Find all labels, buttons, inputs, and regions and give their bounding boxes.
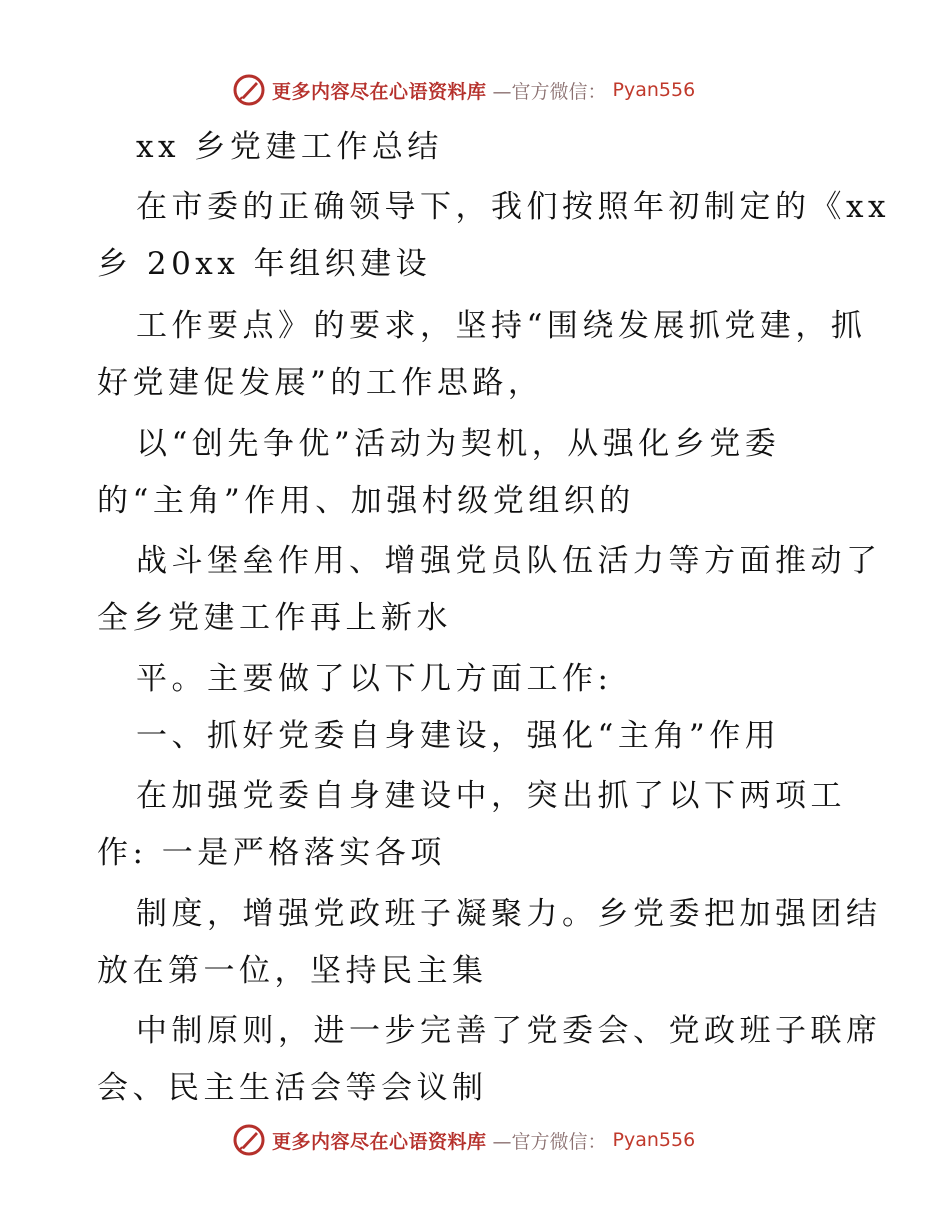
paragraph-line: 放在第一位，坚持民主集 [97,953,488,989]
paragraph-line: 在加强党委自身建设中，突出抓了以下两项工 [136,778,846,814]
feather-quill-logo-icon [232,73,266,107]
watermark-dash-text: —官方微信： [492,1130,607,1153]
document-title: xx 乡党建工作总结 [136,129,443,165]
paragraph-line: 工作要点》的要求，坚持“围绕发展抓党建，抓 [136,308,867,344]
paragraph-line: 的“主角”作用、加强村级党组织的 [97,483,635,519]
watermark-dash-text: —官方微信： [492,80,607,103]
watermark-brand-text: 更多内容尽在心语资料库 [272,1130,487,1153]
paragraph-line: 在市委的正确领导下，我们按照年初制定的《xx [136,189,890,225]
watermark-brand-text: 更多内容尽在心语资料库 [272,80,487,103]
paragraph-line: 战斗堡垒作用、增强党员队伍活力等方面推动了 [136,543,882,579]
header-watermark [232,72,695,108]
paragraph-line: 中制原则，进一步完善了党委会、党政班子联席 [136,1013,882,1049]
paragraph-line: 以“创先争优”活动为契机，从强化乡党委 [136,426,781,462]
paragraph-line: 平。主要做了以下几方面工作: [136,661,613,697]
footer-watermark [232,1122,695,1158]
paragraph-line: 好党建促发展”的工作思路， [97,365,544,401]
paragraph-line: 乡 20xx 年组织建设 [97,246,432,282]
paragraph-line: 会、民主生活会等会议制 [97,1070,488,1106]
paragraph-line: 制度，增强党政班子凝聚力。乡党委把加强团结 [136,896,882,932]
watermark-id-text: Pyan556 [612,79,696,101]
watermark-id-text: Pyan556 [612,1129,696,1151]
section-heading: 一、抓好党委自身建设，强化“主角”作用 [136,718,781,754]
paragraph-line: 全乡党建工作再上新水 [97,600,452,636]
feather-quill-logo-icon [232,1123,266,1157]
paragraph-line: 作: 一是严格落实各项 [97,835,446,871]
